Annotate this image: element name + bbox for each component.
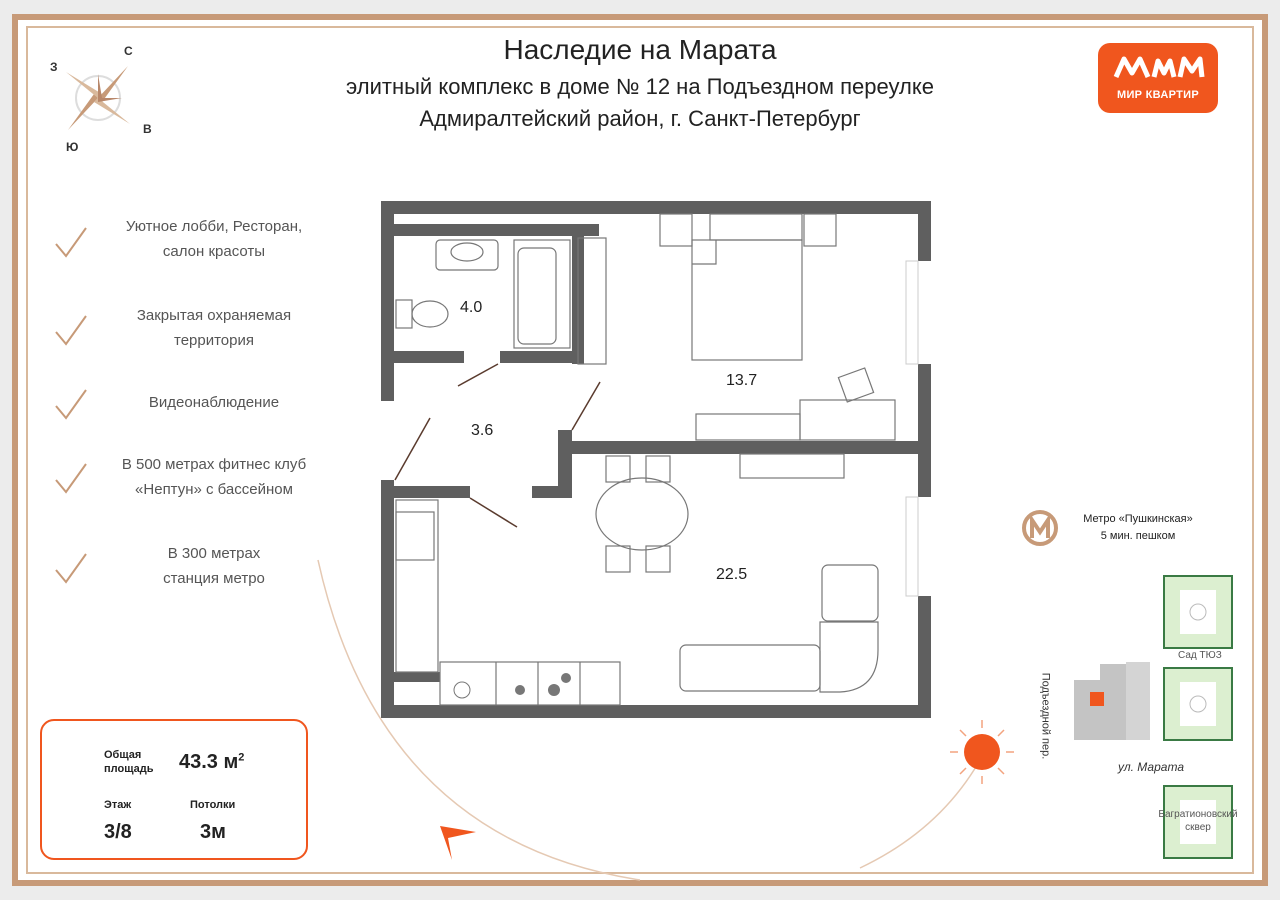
complex-subtitle: элитный комплекс в доме № 12 на Подъездном переулке	[346, 74, 934, 99]
ceiling-label: Потолки	[190, 799, 236, 811]
feature-lobby: Уютное лобби, Ресторан, салон красоты	[125, 218, 303, 260]
feature-fitness: В 500 метрах фитнес клуб «Нептун» с бассейном	[121, 456, 307, 498]
room-area-bedroom: 13.7	[726, 372, 758, 389]
feature-cctv: Видеонаблюдение	[148, 394, 280, 411]
feature-security: Закрытая охраняемая территория	[136, 307, 292, 349]
room-area-bathroom: 4.0	[460, 299, 483, 316]
room-area-living: 22.5	[716, 566, 748, 583]
area-label-1: Общая	[104, 749, 142, 761]
street-marata-label: ул. Марата	[1118, 760, 1184, 774]
floor-value: 3/8	[104, 821, 132, 843]
logo-brand-text: МИР КВАРТИР	[1117, 89, 1199, 101]
metro-info: Метро «Пушкинская» 5 мин. пешком	[1083, 513, 1193, 542]
garden2-label: Багратионовский сквер	[1158, 809, 1238, 833]
building-marker	[1090, 692, 1104, 706]
ceiling-value: 3м	[200, 821, 226, 843]
compass-west: З	[50, 60, 58, 74]
compass-south: Ю	[66, 140, 79, 154]
complex-location: Адмиралтейский район, г. Санкт-Петербург	[419, 106, 861, 131]
feature-metro: В 300 метрах станция метро	[163, 545, 265, 587]
complex-title: Наследие на Марата	[503, 34, 777, 65]
area-label-2: площадь	[104, 763, 154, 775]
room-area-hall: 3.6	[471, 422, 494, 439]
compass-east: В	[143, 122, 152, 136]
floor-label: Этаж	[104, 799, 132, 811]
garden1-label: Сад ТЮЗ	[1178, 650, 1222, 661]
compass-north: С	[124, 44, 133, 58]
area-value: 43.3 $м^2$	[179, 751, 245, 773]
lane-label: Подъездной пер.	[1039, 672, 1052, 760]
